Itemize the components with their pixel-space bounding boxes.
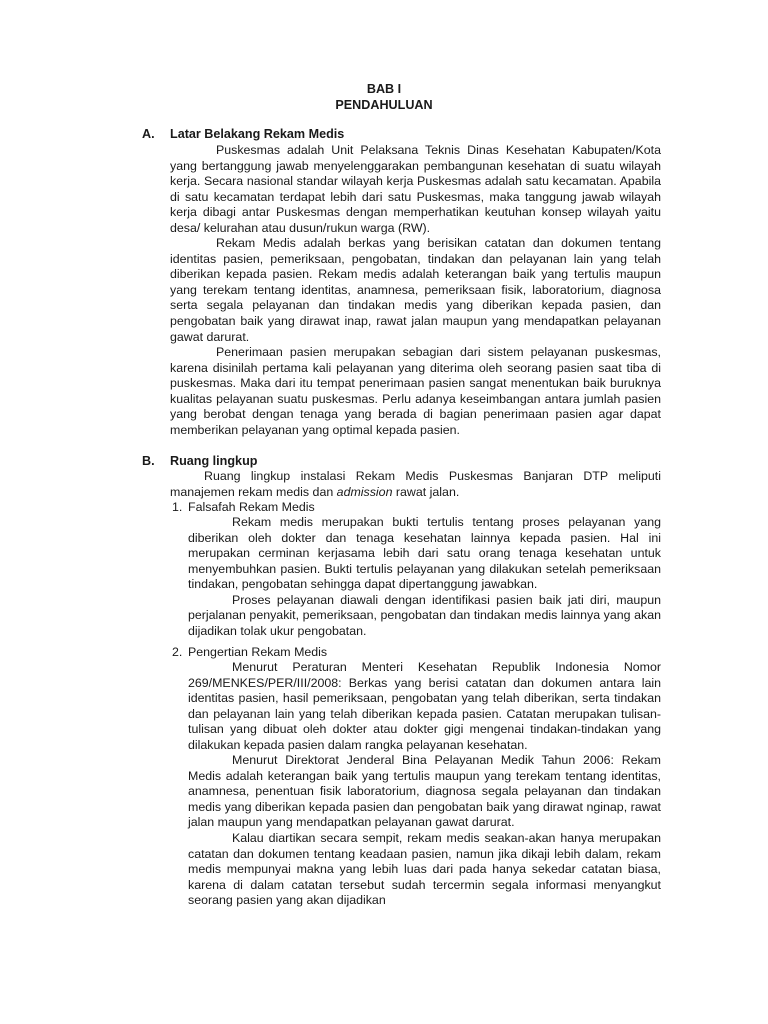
item-2-paragraph-3: Kalau diartikan secara sempit, rekam medis seakan-akan hanya merupakan catatan dan dokumen tentang keadaan pasien, namun jika dikaji lebih dalam, rekam medis mempunyai makna yang lebih luas dari pada hanya sekedar catatan biasa, karena di dalam catatan tersebut sudah tercermin segala informasi menyangkut seorang pasien yang akan dijadikan [188, 831, 661, 908]
item-2-heading [172, 645, 327, 661]
item-1-number: 1. [172, 500, 183, 514]
section-b-intro [170, 469, 661, 500]
item-2-number: 2. [172, 645, 183, 659]
section-b-title: Ruang lingkup [170, 454, 258, 468]
section-b-intro-paragraph [170, 469, 661, 500]
section-b-letter: B. [142, 454, 155, 468]
section-a-paragraph-2: Rekam Medis adalah berkas yang berisikan catatan dan dokumen tentang identitas pasien, pemeriksaan, pengobatan, tindakan dan pelayanan lain yang telah diberikan kepada pasien. Rekam medis adalah keterangan baik yang tertulis maupun yang terekam tentang identitas, anamnesa, pemeriksaan fisik, laboratorium, diagnosa serta segala pelayanan dan tindakan medis yang diberikan kepada pasien, dan pengobatan baik yang dirawat inap, rawat jalan maupun yang mendapatkan pelayanan gawat darurat. [170, 236, 661, 344]
section-a-paragraph-1: Puskesmas adalah Unit Pelaksana Teknis Dinas Kesehatan Kabupaten/Kota yang bertanggung jawab menyelenggarakan pembangunan kesehatan di suatu wilayah kerja. Secara nasional standar wilayah kerja Puskesmas adalah satu kecamatan. Apabila di satu kecamatan terdapat lebih dari satu Puskesmas, maka tanggung jawab wilayah kerja dibagi antar Puskesmas dengan memperhatikan keutuhan konsep wilayah yaitu desa/ kelurahan atau dusun/rukun warga (RW). [170, 143, 661, 235]
chapter-title: PENDAHULUAN [335, 98, 433, 112]
section-a-title: Latar Belakang Rekam Medis [170, 127, 345, 141]
section-b-heading [142, 454, 257, 470]
section-a-body [170, 143, 661, 438]
section-b-intro-italic: admission [336, 484, 393, 499]
item-1-paragraph-1: Rekam medis merupakan bukti tertulis tentang proses pelayanan yang diberikan oleh dokter dan tenaga kesehatan lainnya kepada pasien. Hal ini merupakan cerminan kerjasama lebih dari satu orang tenaga kesehatan untuk menyembuhkan pasien. Bukti tertulis pelayanan yang dilakukan setelah pemeriksaan tindakan, pengobatan sehingga dapat dipertanggung jawabkan. [188, 515, 661, 592]
section-a-paragraph-3: Penerimaan pasien merupakan sebagian dari sistem pelayanan puskesmas, karena disinilah pertama kali pelayanan yang diterima oleh seorang pasien saat tiba di puskesmas. Maka dari itu tempat penerimaan pasien sangat menentukan baik buruknya kualitas pelayanan suatu puskesmas. Perlu adanya keseimbangan antara jumlah pasien yang berobat dengan tenaga yang berada di bagian penerimaan pasien agar dapat memberikan pelayanan yang optimal kepada pasien. [170, 345, 661, 437]
section-b-intro-after: rawat jalan. [392, 484, 460, 499]
item-1-title: Falsafah Rekam Medis [188, 500, 315, 514]
item-2-paragraph-2: Menurut Direktorat Jenderal Bina Pelayanan Medik Tahun 2006: Rekam Medis adalah keterangan baik yang tertulis maupun yang terekam tentang identitas, anamnesa, penentuan fisik laboratorium, diagnosa segala pelayanan dan tindakan medis yang diberikan kepada pasien dan pengobatan baik yang dirawat nginap, rawat jalan maupun yang mendapatkan pelayanan gawat darurat. [188, 753, 661, 830]
chapter-number: BAB I [366, 82, 402, 96]
section-a-heading [142, 127, 344, 143]
section-a-letter: A. [142, 127, 155, 141]
item-2-body [188, 660, 661, 909]
item-2-paragraph-1: Menurut Peraturan Menteri Kesehatan Republik Indonesia Nomor 269/MENKES/PER/III/2008: Berkas yang berisi catatan dan dokumen antara lain identitas pasien, hasil pemeriksaan, pengobatan yang telah diberikan, serta tindakan dan pelayanan lain yang telah diberikan kepada pasien. Catatan merupakan tulisan-tulisan yang dibuat oleh dokter atau dokter gigi mengenai tindakan-tindakan yang dilakukan kepada pasien dalam rangka pelayanan kesehatan. [188, 660, 661, 752]
item-1-paragraph-2: Proses pelayanan diawali dengan identifikasi pasien baik jati diri, maupun perjalanan penyakit, pemeriksaan, pengobatan dan tindakan medis lainnya yang akan dijadikan tolak ukur pengobatan. [188, 592, 661, 638]
section-b-intro-before: Ruang lingkup instalasi Rekam Medis Puskesmas Banjaran DTP meliputi manajemen rekam medis dan [170, 469, 661, 499]
item-1-heading [172, 500, 315, 516]
item-2-title: Pengertian Rekam Medis [188, 645, 328, 659]
item-1-body [188, 515, 661, 639]
